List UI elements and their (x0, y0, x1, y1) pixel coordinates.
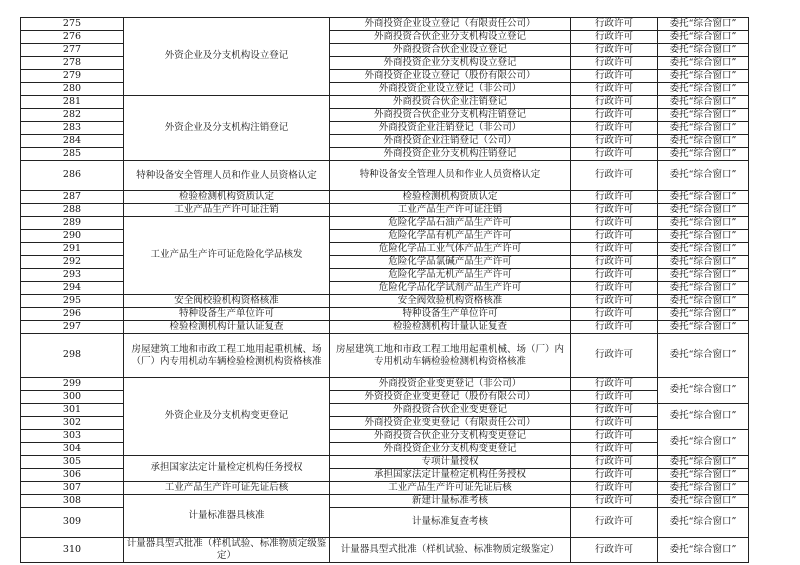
item-type-cell: 行政许可 (571, 31, 658, 44)
item-type-cell: 行政许可 (571, 44, 658, 57)
row-number-cell: 277 (21, 44, 124, 57)
item-type-cell: 行政许可 (571, 495, 658, 508)
item-type-cell: 行政许可 (571, 18, 658, 31)
sub-item-cell: 专项计量授权 (330, 456, 571, 469)
handling-org-cell: 委托“综合窗口” (658, 378, 749, 404)
sub-item-cell: 外商投资企业设立登记（有限责任公司） (330, 18, 571, 31)
item-name-cell: 外资企业及分支机构设立登记 (124, 18, 330, 96)
sub-item-cell: 承担国家法定计量检定机构任务授权 (330, 469, 571, 482)
item-name-cell: 特种设备安全管理人员和作业人员资格认定 (124, 161, 330, 191)
row-number-cell: 308 (21, 495, 124, 508)
row-number-cell: 309 (21, 508, 124, 538)
row-number-cell: 306 (21, 469, 124, 482)
handling-org-cell: 委托“综合窗口” (658, 295, 749, 308)
handling-org-cell: 委托“综合窗口” (658, 191, 749, 204)
handling-org-cell: 委托“综合窗口” (658, 135, 749, 148)
item-type-cell: 行政许可 (571, 417, 658, 430)
row-number-cell: 297 (21, 321, 124, 334)
row-number-cell: 305 (21, 456, 124, 469)
sub-item-cell: 外商投资企业设立登记（非公司） (330, 83, 571, 96)
row-number-cell: 298 (21, 334, 124, 378)
item-type-cell: 行政许可 (571, 282, 658, 295)
row-number-cell: 290 (21, 230, 124, 243)
sub-item-cell: 工业产品生产许可证先证后核 (330, 482, 571, 495)
item-type-cell: 行政许可 (571, 430, 658, 443)
sub-item-cell: 外商投资企业分支机构设立登记 (330, 57, 571, 70)
row-number-cell: 276 (21, 31, 124, 44)
table-row (21, 321, 749, 334)
item-type-cell: 行政许可 (571, 148, 658, 161)
handling-org-cell: 委托“综合窗口” (658, 482, 749, 495)
handling-org-cell: 委托“综合窗口” (658, 508, 749, 538)
table-row (21, 334, 749, 378)
sub-item-cell: 计量器具型式批准（样机试验、标准物质定级鉴定） (330, 538, 571, 563)
row-number-cell: 286 (21, 161, 124, 191)
sub-item-cell: 外商投资企业分支机构注销登记 (330, 148, 571, 161)
sub-item-cell: 外商投资企业变更登记（非公司） (330, 378, 571, 391)
row-number-cell: 284 (21, 135, 124, 148)
item-type-cell: 行政许可 (571, 443, 658, 456)
row-number-cell: 278 (21, 57, 124, 70)
item-type-cell: 行政许可 (571, 295, 658, 308)
row-number-cell: 281 (21, 96, 124, 109)
sub-item-cell: 外商投资合伙企业分支机构设立登记 (330, 31, 571, 44)
handling-org-cell: 委托“综合窗口” (658, 96, 749, 109)
item-name-cell: 工业产品生产许可证注销 (124, 204, 330, 217)
handling-org-cell: 委托“综合窗口” (658, 44, 749, 57)
sub-item-cell: 外资投资企业变更登记（股份有限公司） (330, 391, 571, 404)
table-row (21, 308, 749, 321)
handling-org-cell: 委托“综合窗口” (658, 122, 749, 135)
sub-item-cell: 外商投资企业设立登记（股份有限公司） (330, 70, 571, 83)
handling-org-cell: 委托“综合窗口” (658, 538, 749, 563)
item-type-cell: 行政许可 (571, 217, 658, 230)
row-number-cell: 293 (21, 269, 124, 282)
row-number-cell: 303 (21, 430, 124, 443)
table-row (21, 456, 749, 469)
row-number-cell: 291 (21, 243, 124, 256)
table-row (21, 495, 749, 508)
item-type-cell: 行政许可 (571, 404, 658, 417)
sub-item-cell: 外商投资合伙企业分支机构注销登记 (330, 109, 571, 122)
table-row (21, 18, 749, 31)
sub-item-cell: 外商投资企业注销登记（公司） (330, 135, 571, 148)
item-type-cell: 行政许可 (571, 321, 658, 334)
sub-item-cell: 危险化学品化学试剂产品生产许可 (330, 282, 571, 295)
handling-org-cell: 委托“综合窗口” (658, 109, 749, 122)
item-name-cell: 工业产品生产许可证先证后核 (124, 482, 330, 495)
row-number-cell: 288 (21, 204, 124, 217)
sub-item-cell: 安全阀效验机构资格核准 (330, 295, 571, 308)
row-number-cell: 292 (21, 256, 124, 269)
handling-org-cell: 委托“综合窗口” (658, 321, 749, 334)
sub-item-cell: 外商投资企业分支机构变更登记 (330, 443, 571, 456)
sub-item-cell: 外商投资合伙企业设立登记 (330, 44, 571, 57)
item-name-cell: 承担国家法定计量检定机构任务授权 (124, 456, 330, 482)
item-name-cell: 房屋建筑工地和市政工程工地用起重机械、场（厂）内专用机动车辆检验检测机构资格核准 (124, 334, 330, 378)
row-number-cell: 310 (21, 538, 124, 563)
item-type-cell: 行政许可 (571, 204, 658, 217)
row-number-cell: 279 (21, 70, 124, 83)
sub-item-cell: 危险化学品工业气体产品生产许可 (330, 243, 571, 256)
item-type-cell: 行政许可 (571, 269, 658, 282)
handling-org-cell: 委托“综合窗口” (658, 161, 749, 191)
sub-item-cell: 外商投资合伙企业分支机构变更登记 (330, 430, 571, 443)
item-name-cell: 计量标准器具核准 (124, 495, 330, 538)
handling-org-cell: 委托“综合窗口” (658, 31, 749, 44)
item-type-cell: 行政许可 (571, 122, 658, 135)
row-number-cell: 302 (21, 417, 124, 430)
item-type-cell: 行政许可 (571, 378, 658, 391)
item-type-cell: 行政许可 (571, 508, 658, 538)
row-number-cell: 307 (21, 482, 124, 495)
item-name-cell: 安全阀校验机构资格核准 (124, 295, 330, 308)
service-items-table (20, 17, 749, 563)
handling-org-cell: 委托“综合窗口” (658, 57, 749, 70)
handling-org-cell: 委托“综合窗口” (658, 495, 749, 508)
sub-item-cell: 工业产品生产许可证注销 (330, 204, 571, 217)
handling-org-cell: 委托“综合窗口” (658, 334, 749, 378)
item-name-cell: 计量器具型式批准（样机试验、标准物质定级鉴定） (124, 538, 330, 563)
item-type-cell: 行政许可 (571, 243, 658, 256)
sub-item-cell: 检验检测机构资质认定 (330, 191, 571, 204)
row-number-cell: 280 (21, 83, 124, 96)
row-number-cell: 285 (21, 148, 124, 161)
table-row (21, 482, 749, 495)
item-type-cell: 行政许可 (571, 57, 658, 70)
table-row (21, 191, 749, 204)
row-number-cell: 294 (21, 282, 124, 295)
handling-org-cell: 委托“综合窗口” (658, 430, 749, 456)
handling-org-cell: 委托“综合窗口” (658, 269, 749, 282)
row-number-cell: 295 (21, 295, 124, 308)
handling-org-cell: 委托“综合窗口” (658, 456, 749, 469)
handling-org-cell: 委托“综合窗口” (658, 217, 749, 230)
handling-org-cell: 委托“综合窗口” (658, 308, 749, 321)
item-type-cell: 行政许可 (571, 334, 658, 378)
sub-item-cell: 危险化学品有机产品生产许可 (330, 230, 571, 243)
sub-item-cell: 危险化学品无机产品生产许可 (330, 269, 571, 282)
item-type-cell: 行政许可 (571, 256, 658, 269)
handling-org-cell: 委托“综合窗口” (658, 83, 749, 96)
table-row (21, 204, 749, 217)
handling-org-cell: 委托“综合窗口” (658, 243, 749, 256)
sub-item-cell: 计量标准复查考核 (330, 508, 571, 538)
item-type-cell: 行政许可 (571, 538, 658, 563)
sub-item-cell: 房屋建筑工地和市政工程工地用起重机械、场（厂）内专用机动车辆检验检测机构资格核准 (330, 334, 571, 378)
table-row (21, 295, 749, 308)
sub-item-cell: 外商投资合伙企业注销登记 (330, 96, 571, 109)
item-type-cell: 行政许可 (571, 83, 658, 96)
item-name-cell: 工业产品生产许可证危险化学品核发 (124, 217, 330, 295)
table-row (21, 217, 749, 230)
item-type-cell: 行政许可 (571, 456, 658, 469)
row-number-cell: 301 (21, 404, 124, 417)
item-type-cell: 行政许可 (571, 191, 658, 204)
item-name-cell: 检验检测机构资质认定 (124, 191, 330, 204)
table-row (21, 96, 749, 109)
handling-org-cell: 委托“综合窗口” (658, 148, 749, 161)
sub-item-cell: 检验检测机构计量认证复查 (330, 321, 571, 334)
sub-item-cell: 特种设备安全管理人员和作业人员资格认定 (330, 161, 571, 191)
item-type-cell: 行政许可 (571, 161, 658, 191)
handling-org-cell: 委托“综合窗口” (658, 204, 749, 217)
sub-item-cell: 危险化学品石油产品生产许可 (330, 217, 571, 230)
table-row (21, 161, 749, 191)
row-number-cell: 282 (21, 109, 124, 122)
row-number-cell: 283 (21, 122, 124, 135)
handling-org-cell: 委托“综合窗口” (658, 282, 749, 295)
table-body (21, 18, 749, 563)
item-type-cell: 行政许可 (571, 391, 658, 404)
row-number-cell: 296 (21, 308, 124, 321)
handling-org-cell: 委托“综合窗口” (658, 469, 749, 482)
item-name-cell: 外资企业及分支机构注销登记 (124, 96, 330, 161)
handling-org-cell: 委托“综合窗口” (658, 230, 749, 243)
handling-org-cell: 委托“综合窗口” (658, 404, 749, 430)
item-type-cell: 行政许可 (571, 135, 658, 148)
row-number-cell: 289 (21, 217, 124, 230)
item-type-cell: 行政许可 (571, 70, 658, 83)
sub-item-cell: 新建计量标准考核 (330, 495, 571, 508)
item-name-cell: 外资企业及分支机构变更登记 (124, 378, 330, 456)
item-type-cell: 行政许可 (571, 308, 658, 321)
item-type-cell: 行政许可 (571, 469, 658, 482)
sub-item-cell: 外商投资企业注销登记（非公司） (330, 122, 571, 135)
row-number-cell: 299 (21, 378, 124, 391)
table-row (21, 378, 749, 391)
sub-item-cell: 外商投资企业变更登记（有限责任公司） (330, 417, 571, 430)
item-type-cell: 行政许可 (571, 96, 658, 109)
sub-item-cell: 危险化学品氯碱产品生产许可 (330, 256, 571, 269)
row-number-cell: 300 (21, 391, 124, 404)
handling-org-cell: 委托“综合窗口” (658, 256, 749, 269)
sub-item-cell: 外商投资合伙企业变更登记 (330, 404, 571, 417)
row-number-cell: 287 (21, 191, 124, 204)
handling-org-cell: 委托“综合窗口” (658, 18, 749, 31)
item-type-cell: 行政许可 (571, 230, 658, 243)
row-number-cell: 304 (21, 443, 124, 456)
table-row (21, 538, 749, 563)
row-number-cell: 275 (21, 18, 124, 31)
item-name-cell: 特种设备生产单位许可 (124, 308, 330, 321)
item-type-cell: 行政许可 (571, 109, 658, 122)
item-type-cell: 行政许可 (571, 482, 658, 495)
item-name-cell: 检验检测机构计量认证复查 (124, 321, 330, 334)
sub-item-cell: 特种设备生产单位许可 (330, 308, 571, 321)
handling-org-cell: 委托“综合窗口” (658, 70, 749, 83)
